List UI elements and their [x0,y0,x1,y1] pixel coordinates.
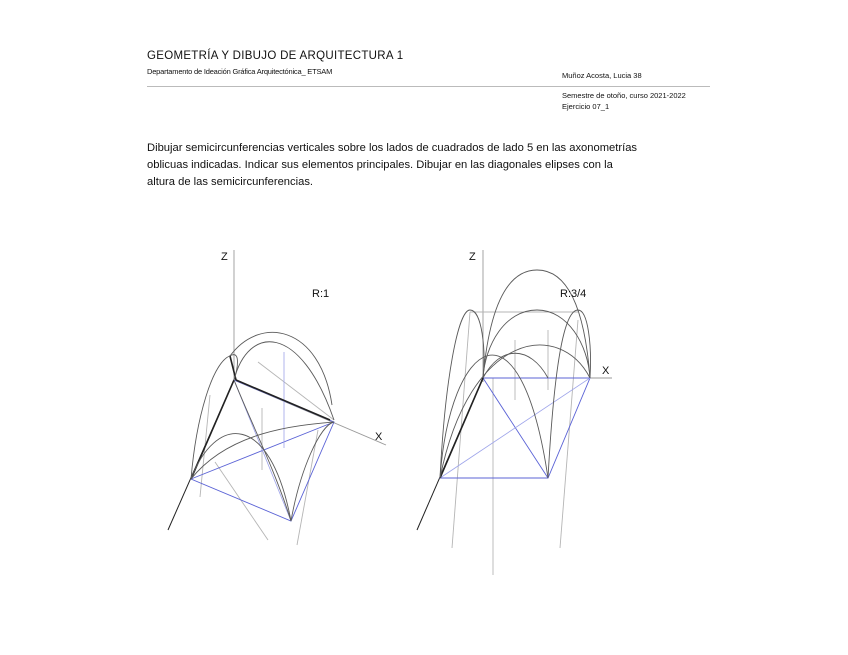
semicircle-front [191,434,291,521]
figure-r34 [417,250,612,575]
top-edge-2 [236,380,330,420]
ratio-label-1: R:1 [312,288,330,300]
x-label-1: X [375,431,383,443]
semester-info: Semestre de otoño, curso 2021-2022 [562,91,686,100]
construction-line [215,462,268,540]
figure-r1 [168,250,386,545]
semicircle-left [191,355,238,479]
z-label-1: Z [221,251,228,263]
semicircle-top [230,332,332,405]
exercise-number: Ejercicio 07_1 [562,102,610,111]
x-label-2: X [602,365,610,377]
construction-line [297,430,318,545]
ratio-label-2: R:3/4 [560,288,587,300]
department-name: Departamento de Ideación Gráfica Arquitectónica_ ETSAM [147,67,333,76]
z-label-2: Z [469,251,476,263]
course-title: GEOMETRÍA Y DIBUJO DE ARQUITECTURA 1 [147,50,404,62]
student-name: Muñoz Acosta, Lucia 38 [562,71,642,80]
exercise-statement: Dibujar semicircunferencias verticales sobre los lados de cuadrados de lado 5 en las axonometrías oblicuas indicadas. Indicar sus elementos principales. Dibujar en las diagonales elipses con la altura de las semicircunferencias. [147,142,638,188]
